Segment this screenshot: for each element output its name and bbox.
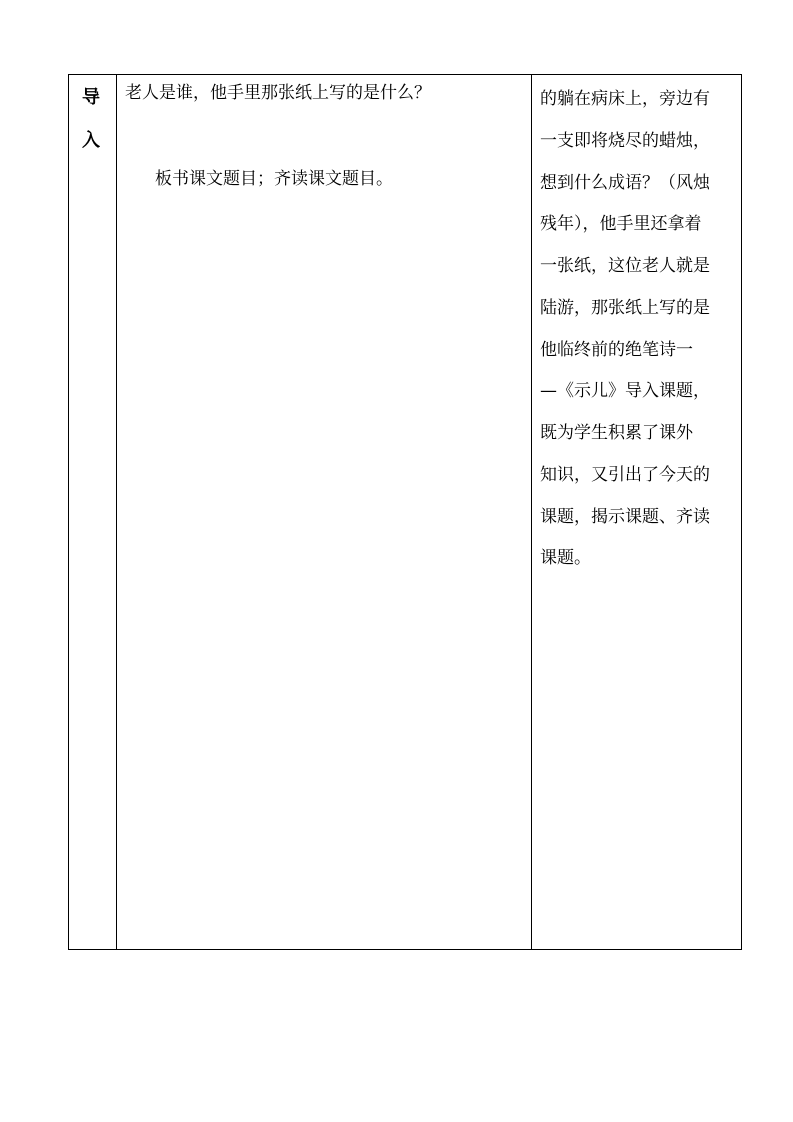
intent-line: 他临终前的绝笔诗一 [540,340,693,360]
intent-line: 知识，又引出了今天的 [540,465,710,485]
intent-line: 的躺在病床上，旁边有 [540,89,710,109]
intent-line: 想到什么成语？（风烛 [540,173,710,193]
activity-instruction: 板书课文题目；齐读课文题目。 [155,169,393,189]
intent-line: 课题，揭示课题、齐读 [540,507,710,527]
section-label-char-1: 导 [82,87,100,108]
intent-line: 一张纸，这位老人就是 [540,256,710,276]
lesson-plan-table [68,74,742,950]
activity-question: 老人是谁，他手里那张纸上写的是什么？ [125,83,431,103]
intent-line: —《示儿》导入课题， [540,381,710,401]
design-intent-cell [532,75,741,949]
section-label-char-2: 入 [82,130,100,151]
intent-line: 残年），他手里还拿着 [540,214,702,234]
teaching-activity-cell [117,75,531,949]
intent-line: 课题。 [540,548,591,568]
intent-line: 陆游，那张纸上写的是 [540,298,710,318]
intent-line: 一支即将烧尽的蜡烛， [540,131,710,151]
section-label-cell [69,75,116,949]
intent-line: 既为学生积累了课外 [540,423,693,443]
